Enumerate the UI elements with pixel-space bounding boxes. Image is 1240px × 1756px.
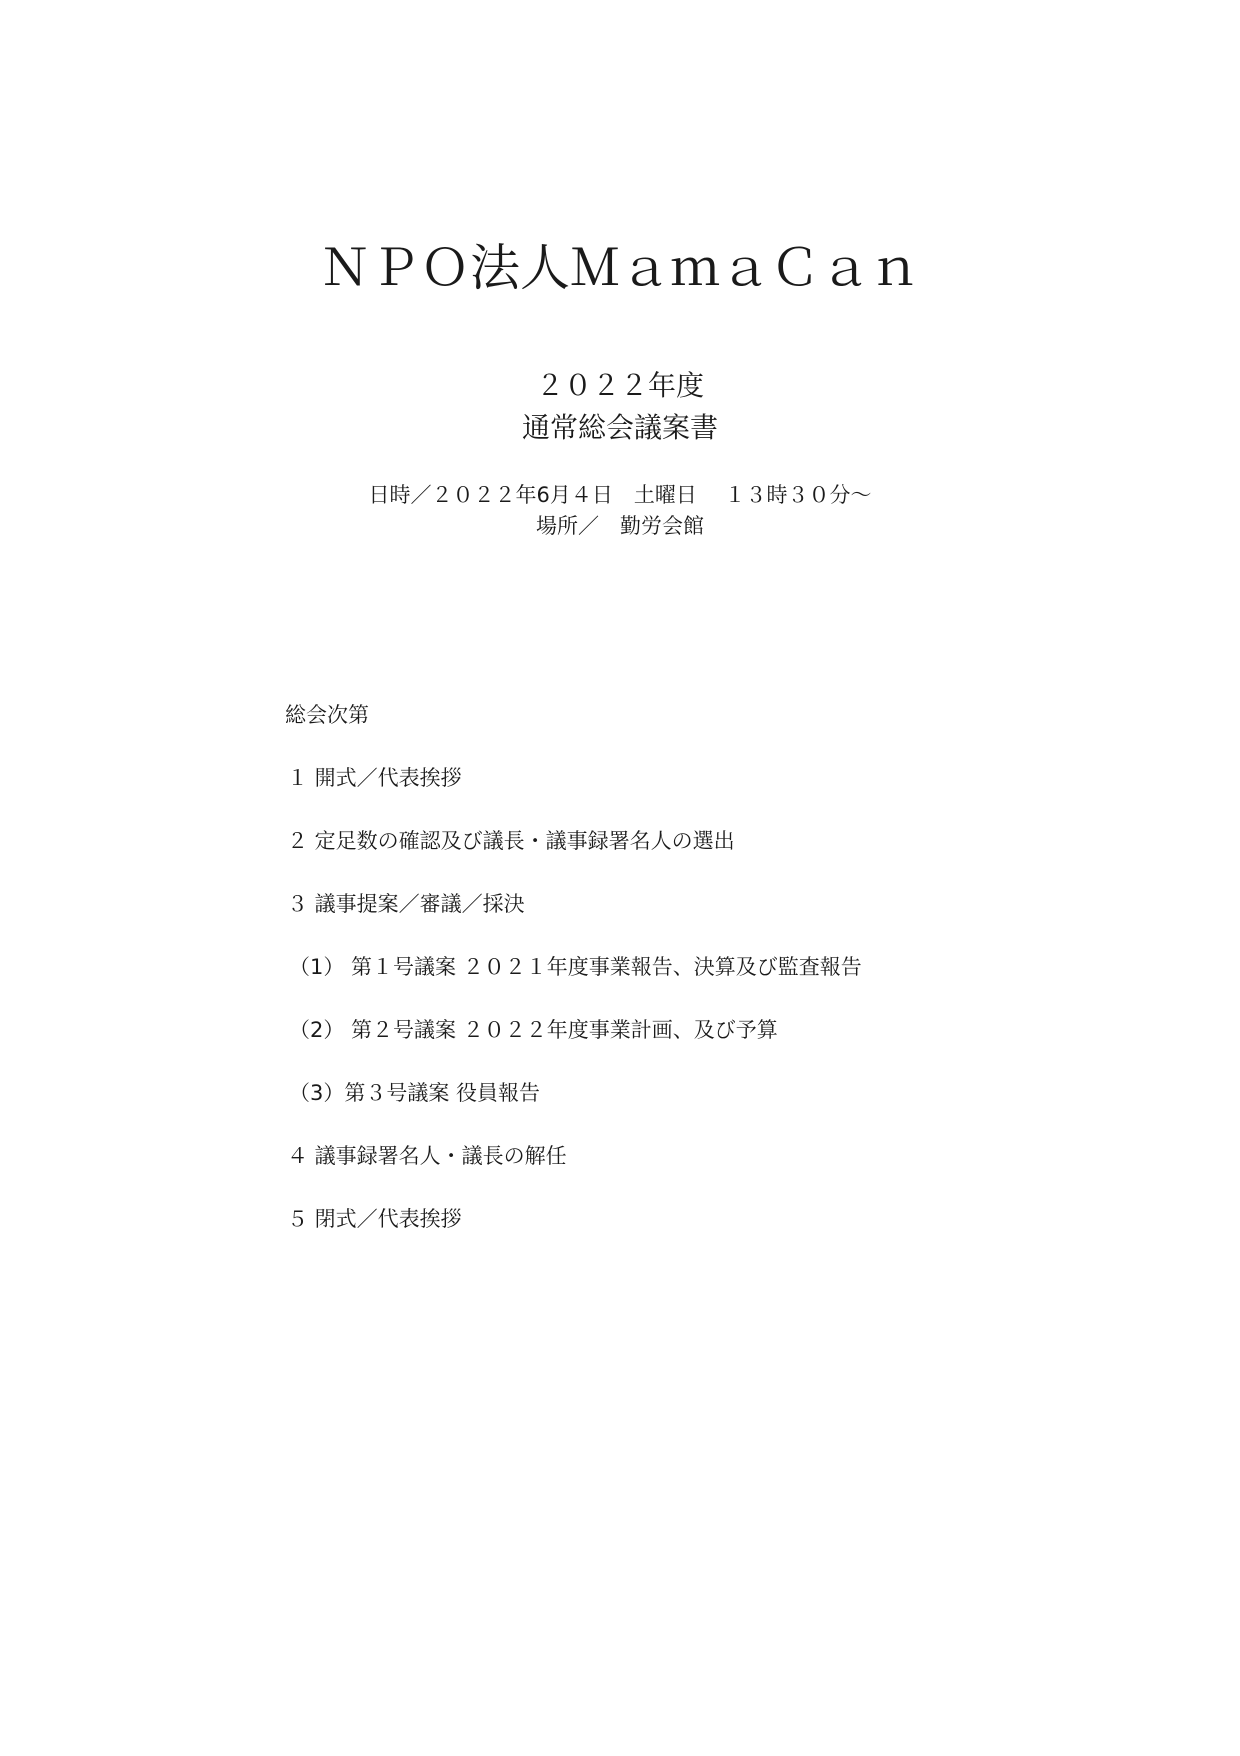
agenda-item-proposal-1: （1） 第１号議案 ２０２１年度事業報告、決算及び監査報告 <box>289 955 862 979</box>
meeting-datetime: 日時／２０２２年6月４日 土曜日 １３時３０分～ <box>368 483 872 507</box>
agenda-item-quorum: ２ 定足数の確認及び議長・議事録署名人の選出 <box>287 829 735 853</box>
document-title: 通常総会議案書 <box>521 411 718 444</box>
agenda-item-dismissal: ４ 議事録署名人・議長の解任 <box>287 1144 567 1168</box>
fiscal-year: ２０２２年度 <box>535 369 704 402</box>
agenda-item-closing: ５ 閉式／代表挨拶 <box>287 1207 462 1231</box>
agenda-heading: 総会次第 <box>285 703 369 727</box>
agenda-item-proposal-3: （3）第３号議案 役員報告 <box>289 1081 541 1105</box>
meeting-venue: 場所／ 勤労会館 <box>536 514 704 538</box>
agenda-item-opening: １ 開式／代表挨拶 <box>287 766 462 790</box>
agenda-item-proposal-2: （2） 第２号議案 ２０２２年度事業計画、及び予算 <box>289 1018 778 1042</box>
agenda-item-proposals: ３ 議事提案／審議／採決 <box>287 892 525 916</box>
organization-title: ＮＰＯ法人ＭａｍａＣａｎ <box>320 239 920 297</box>
